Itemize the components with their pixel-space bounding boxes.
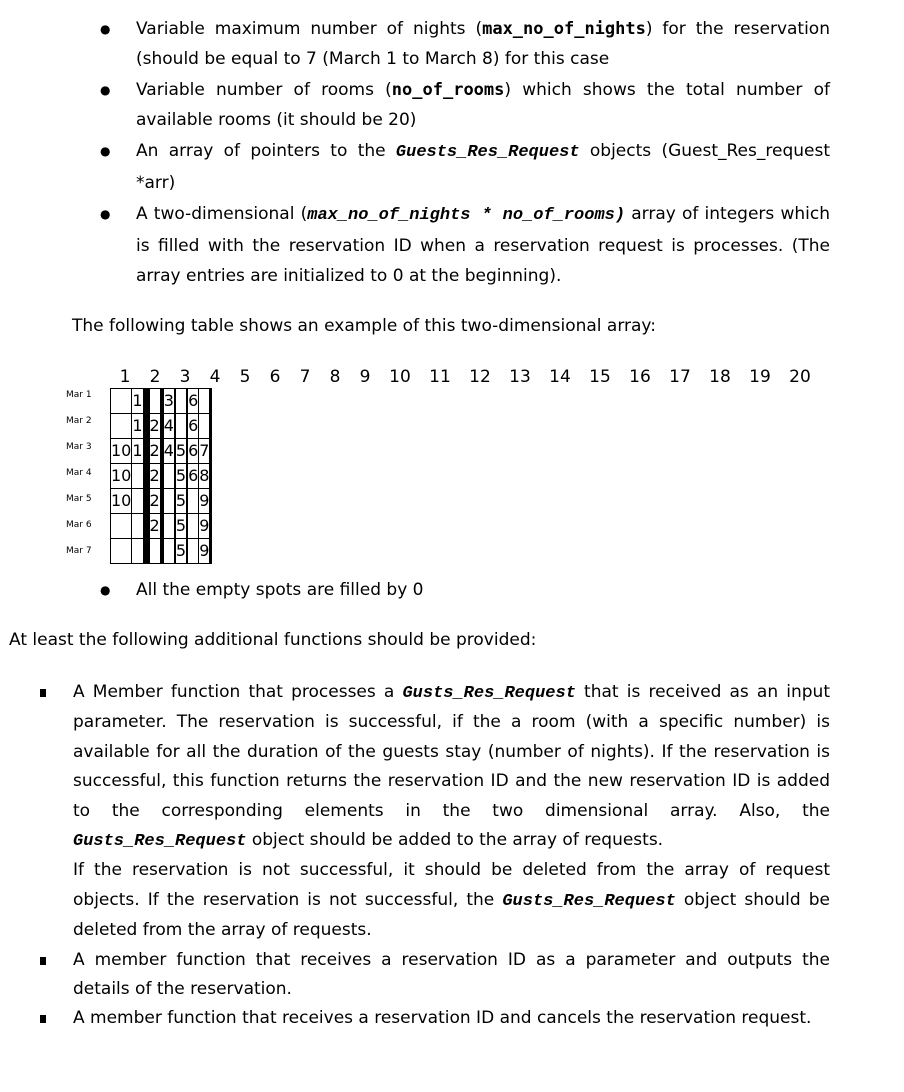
column-header: 1 [119, 367, 131, 387]
column-header: 7 [299, 367, 311, 387]
row-label: Mar 5 [66, 494, 92, 504]
table-cell [132, 489, 143, 514]
table-row [111, 414, 212, 439]
table-cell [211, 464, 212, 489]
table-cell: 2 [149, 514, 160, 539]
table-row [111, 489, 212, 514]
table-cell: 3 [163, 389, 174, 414]
text-run: objects (Guest_Res_request *arr) [136, 141, 830, 193]
table-cell [111, 414, 132, 439]
table-cell: 6 [188, 414, 199, 439]
bullet-item [100, 75, 830, 135]
table-cell: 5 [175, 514, 186, 539]
table-cell [132, 539, 143, 564]
table-cell [199, 389, 210, 414]
table-cell [211, 489, 212, 514]
code-identifier: max_no_of_nights * no_of_rooms) [307, 206, 626, 225]
column-header: 20 [789, 367, 811, 387]
table-cell: 10 [111, 439, 132, 464]
table-cell [211, 439, 212, 464]
square-bullet-icon [40, 689, 46, 697]
table-cell: 6 [188, 464, 199, 489]
function-paragraph [73, 1004, 830, 1033]
empty-spots-note [100, 575, 423, 605]
column-header: 3 [179, 367, 191, 387]
column-header: 5 [239, 367, 251, 387]
table-cell: 9 [199, 514, 210, 539]
table-cell [111, 514, 132, 539]
code-identifier: no_of_rooms [391, 80, 505, 100]
table-cell [163, 464, 174, 489]
column-header: 17 [669, 367, 691, 387]
text-run: ) for the reservation (should be equal to 7 (March 1 to March 8) for this case [136, 19, 830, 69]
table-cell [111, 389, 132, 414]
text-run: Variable number of rooms ( [136, 80, 392, 100]
table-cell: 4 [163, 439, 174, 464]
table-cell [132, 464, 143, 489]
table-cell: 2 [149, 439, 160, 464]
table-cell [111, 539, 132, 564]
square-bullet-icon [40, 957, 46, 965]
square-bullet-icon [40, 1015, 46, 1023]
table-cell: 2 [149, 414, 160, 439]
table-cell: 2 [149, 489, 160, 514]
row-label: Mar 4 [66, 468, 92, 478]
table-row [111, 389, 212, 414]
code-identifier: Gusts_Res_Request [73, 832, 247, 852]
column-header: 16 [629, 367, 651, 387]
table-cell [188, 489, 199, 514]
table-cell [199, 414, 210, 439]
table-cell [175, 414, 186, 439]
text-run: An array of pointers to the [136, 141, 396, 161]
column-header: 18 [709, 367, 731, 387]
table-cell: 1 [132, 389, 143, 414]
column-header: 12 [469, 367, 491, 387]
table-row [111, 439, 212, 464]
table-cell [211, 414, 212, 439]
row-label: Mar 1 [66, 390, 92, 400]
function-paragraph [73, 946, 830, 1005]
text-run: ) which shows the total number of available rooms (it should be 20) [136, 80, 830, 130]
table-cell [175, 389, 186, 414]
array-grid [110, 388, 212, 564]
table-cell: 9 [199, 489, 210, 514]
text-run: A member function that receives a reservation ID as a parameter and outputs the details of the reservation. [73, 949, 830, 1000]
empty-spots-text: All the empty spots are filled by 0 [136, 580, 424, 600]
text-run: array of integers which is filled with the reservation ID when a reservation request is processes. (The array entries are initialized to 0 at the beginning). [136, 204, 830, 286]
function-paragraph [73, 678, 830, 856]
table-cell [149, 389, 160, 414]
table-cell [149, 539, 160, 564]
table-cell [211, 389, 212, 414]
column-header: 19 [749, 367, 771, 387]
code-identifier: Gusts_Res_Request [502, 891, 676, 911]
column-header: 14 [549, 367, 571, 387]
table-row [111, 539, 212, 564]
table-cell: 5 [175, 464, 186, 489]
table-cell: 10 [111, 489, 132, 514]
table-cell: 5 [175, 539, 186, 564]
text-run: that is received as an input parameter. The reservation is successful, if the a room (with a specific number) is available for all the duration of the guests stay (number of nights). If the reservation is successful, this function returns the reservation ID and the new reservation ID is added to the corresponding elements in the two dimensional array. Also, the [73, 682, 830, 821]
table-cell [132, 514, 143, 539]
table-cell: 5 [175, 439, 186, 464]
table-cell: 5 [175, 489, 186, 514]
function-bullet-item [40, 678, 830, 946]
row-label: Mar 6 [66, 520, 92, 530]
table-row [111, 514, 212, 539]
text-run: A two-dimensional ( [136, 204, 308, 224]
table-cell: 10 [111, 464, 132, 489]
function-bullet-item [40, 946, 830, 1005]
text-run: Variable maximum number of nights ( [136, 19, 483, 39]
table-cell [211, 539, 212, 564]
row-label: Mar 7 [66, 546, 92, 556]
table-cell: 1 [132, 414, 143, 439]
text-run: object should be deleted from the array of requests. [73, 889, 830, 941]
column-header: 11 [429, 367, 451, 387]
bullet-item [100, 199, 830, 291]
functions-intro: At least the following additional functions should be provided: [9, 630, 537, 650]
table-cell: 2 [149, 464, 160, 489]
text-run: A member function that receives a reservation ID and cancels the reservation request. [73, 1008, 812, 1029]
table-cell: 4 [163, 414, 174, 439]
table-cell [163, 514, 174, 539]
table-cell [163, 489, 174, 514]
table-cell: 9 [199, 539, 210, 564]
column-header: 4 [209, 367, 221, 387]
column-header: 9 [359, 367, 371, 387]
table-cell: 6 [188, 439, 199, 464]
function-paragraph [73, 856, 830, 945]
column-header: 2 [149, 367, 161, 387]
table-cell [188, 514, 199, 539]
table-cell: 8 [199, 464, 210, 489]
row-label: Mar 3 [66, 442, 92, 452]
table-row [111, 464, 212, 489]
column-header: 8 [329, 367, 341, 387]
column-header: 10 [389, 367, 411, 387]
table-cell [188, 539, 199, 564]
table-cell: 7 [199, 439, 210, 464]
text-run: A Member function that processes a [73, 682, 403, 702]
code-identifier: Guests_Res_Request [395, 143, 580, 162]
column-header: 6 [269, 367, 281, 387]
table-cell: 1 [132, 439, 143, 464]
bullet-item [100, 136, 830, 198]
table-cell [211, 514, 212, 539]
bullet-item [100, 14, 830, 74]
column-header: 13 [509, 367, 531, 387]
row-label: Mar 2 [66, 416, 92, 426]
text-run: object should be added to the array of requests. [246, 830, 664, 851]
requirements-list-top [100, 14, 830, 291]
table-cell [163, 539, 174, 564]
code-identifier: Gusts_Res_Request [402, 684, 576, 703]
text-run: If the reservation is not successful, it should be deleted from the array of request objects. If the reservation is not successful, the [73, 860, 830, 910]
functions-list [40, 678, 830, 1034]
table-cell: 6 [188, 389, 199, 414]
table-intro: The following table shows an example of this two-dimensional array: [72, 316, 656, 336]
column-header: 15 [589, 367, 611, 387]
code-identifier: max_no_of_nights [482, 19, 646, 39]
function-bullet-item [40, 1004, 830, 1033]
